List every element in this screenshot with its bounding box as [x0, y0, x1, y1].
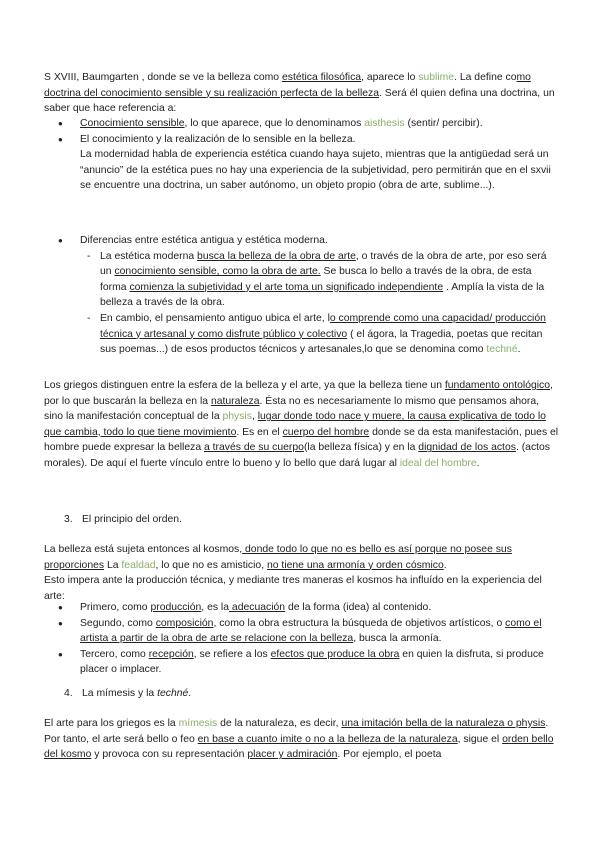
underlined-text: donde todo lo que no es bello es así porque no posee sus proporciones: [44, 544, 512, 571]
text: Se busca lo bello a través de la obra, de esta forma: [100, 266, 532, 293]
text: Diferencias entre estética antigua y estética moderna.: [80, 235, 328, 246]
text: Segundo, como: [80, 617, 156, 629]
text: Esto impera ante la producción técnica, y mediante tres maneras el kosmos ha influído en la experiencia del arte:: [44, 575, 542, 602]
underlined-text: fundamento ontológico: [444, 380, 551, 391]
text: En cambio, el pensamiento antiguo ubica el arte, l: [100, 313, 330, 325]
intro-paragraph: [44, 70, 559, 117]
underlined-text: dignidad de los actos: [418, 442, 516, 454]
highlighted-term: aisthesis: [364, 118, 405, 129]
underlined-text: orden bello del kosmo: [44, 733, 554, 761]
underlined-text: en base a cuanto imite o no a la belleza de la naturaleza: [197, 733, 458, 745]
text: El conocimiento y la realización de lo sensible en la belleza.: [80, 133, 356, 145]
section-title: La mímesis y la: [82, 688, 158, 699]
list-item: [44, 616, 559, 647]
underlined-text: Conocimiento sensible: [80, 118, 185, 129]
list-item: [44, 600, 559, 616]
section-number: 4.: [64, 688, 73, 699]
underlined-text: lugar donde todo nace y muere, la causa explicativa de todo lo que cambia, todo lo que tiene movimiento: [44, 411, 546, 438]
bullet-list-doctrine: [44, 116, 559, 194]
text: S XVIII, Baumgarten , donde se ve la belleza como: [44, 72, 282, 83]
underlined-text: o comprende como una capacidad/ producción técnica y artesanal y como disfrute público y colectivo: [100, 313, 546, 340]
underlined-text: cuerpo del hombre: [282, 426, 370, 438]
underlined-text: placer y admiración: [247, 749, 338, 761]
text: .: [443, 559, 447, 571]
text: . Es en el: [236, 426, 283, 438]
text: de la forma (idea) al contenido.: [285, 602, 432, 613]
text: , lo que aparece, que lo denominamos: [184, 118, 365, 129]
text: . Ésta no es necesariamente lo mismo que pensamos ahora, sino la manifestación conceptual de la: [44, 395, 540, 423]
text: (la belleza física) y en la: [303, 442, 419, 454]
text: y provoca con su representación: [91, 749, 248, 761]
highlighted-term: mímesis: [178, 718, 218, 729]
underlined-text: adecuación: [229, 602, 286, 613]
underlined-text: busca la belleza de la obra de arte: [197, 250, 356, 262]
underlined-text: como el artista a partir de la obra de arte se relacione con la belleza: [80, 617, 542, 645]
underlined-text: a través de su cuerpo: [204, 442, 304, 454]
section-number: 3.: [64, 514, 73, 525]
highlighted-term: physis: [222, 411, 252, 423]
text: ( el ágora, la Tragedia, poetas que recitan sus poemas...) de esos productos técnicos y artesanales,lo que se denomina como: [100, 328, 543, 356]
list-item-note: [44, 147, 559, 194]
text: . La define co: [454, 72, 517, 83]
text: La estética moderna: [100, 250, 198, 262]
text: .: [476, 458, 480, 470]
highlighted-term: fealdad: [121, 559, 156, 571]
text: . (actos morales). De aquí el fuerte vínculo entre lo bueno y lo bello que dará lugar al: [44, 442, 551, 470]
list-item: [44, 311, 559, 358]
text: en quien la disfruta, si produce placer o implacer.: [80, 648, 544, 676]
greeks-paragraph: [44, 378, 559, 472]
highlighted-term: ideal del hombre: [399, 458, 477, 470]
highlighted-term: sublime: [418, 72, 455, 83]
text: La belleza está sujeta entonces al kosmos,: [44, 544, 243, 555]
underlined-text: producción: [150, 602, 202, 613]
list-item: [44, 249, 559, 311]
mimesis-paragraph: [44, 716, 559, 763]
text: Tercero, como: [80, 648, 149, 660]
section-heading-3: [44, 512, 579, 528]
underlined-text: efectos que produce la obra: [270, 648, 400, 660]
text: , o través de la obra de arte, por eso será un: [100, 250, 547, 278]
underlined-text: no tiene una armonía y orden cósmico: [266, 559, 444, 571]
underlined-text: conocimiento sensible, como la obra de arte.: [114, 266, 321, 278]
underlined-text: naturaleza: [210, 395, 260, 407]
list-item: [44, 132, 559, 148]
text: (sentir/ percibir).: [404, 118, 483, 129]
text: . Será él quien defina una doctrina, un saber que hace referencia a:: [44, 87, 555, 115]
text: , por lo que buscarán la belleza en la: [44, 380, 553, 407]
list-item: [44, 116, 559, 132]
text: La: [104, 559, 122, 571]
order-paragraph: [44, 542, 559, 604]
text: donde se da esta manifestación, pues el hombre puede expresar la belleza: [44, 426, 559, 454]
section-heading-4: [44, 686, 579, 702]
section-title: El principio del orden.: [82, 514, 182, 525]
underlined-text: composición: [155, 617, 214, 629]
underlined-text: recepción: [148, 648, 194, 660]
text: El arte para los griegos es la: [44, 718, 179, 729]
underlined-text: mo doctrina del conocimiento sensible y su realización perfecta de la belleza: [44, 72, 531, 99]
text: , se refiere a los: [193, 648, 271, 660]
text: Primero, como: [80, 602, 151, 613]
bullet-list-kosmos: [44, 600, 559, 678]
text: , aparece lo: [361, 72, 419, 83]
text: , como la obra estructura la búsqueda de objetivos artísticos, o: [213, 617, 506, 629]
section-title-italic: techné: [157, 688, 189, 699]
bullet-list-differences: [44, 233, 559, 358]
text: .: [517, 344, 521, 356]
underlined-text: estética filosófica: [281, 72, 362, 83]
text: La modernidad habla de experiencia estética cuando haya sujeto, mientras que la antigüedad será un “anuncio” de la estética pues no hay una experiencia de la subjetividad, pero permitirán que en el sxvii se encuentre una doctrina, un saber autónomo, un objeto propio (obra de arte, sublime...).: [80, 149, 551, 192]
text: . Amplía la vista de la belleza a través de la obra.: [100, 281, 545, 309]
list-item: [44, 233, 559, 249]
text: . Por tanto, el arte será bello o feo: [44, 718, 549, 745]
underlined-text: comienza la subjetividad y el arte toma un significado independiente: [129, 281, 444, 293]
text: , sigue el: [457, 733, 503, 745]
text: Los griegos distinguen entre la esfera de la belleza y el arte, ya que la belleza tiene un: [44, 380, 445, 391]
text: , lo que no es amisticio,: [155, 559, 267, 571]
underlined-text: una imitación bella de la naturaleza o physis: [341, 718, 546, 729]
text: de la naturaleza, es decir,: [217, 718, 342, 729]
list-item: [44, 647, 559, 678]
text: .: [188, 688, 192, 699]
text: , es la: [201, 602, 230, 613]
text: , busca la armonía.: [353, 633, 442, 645]
text: ,: [251, 411, 258, 423]
highlighted-term: techné: [486, 344, 518, 356]
text: . Por ejemplo, el poeta: [337, 749, 442, 761]
